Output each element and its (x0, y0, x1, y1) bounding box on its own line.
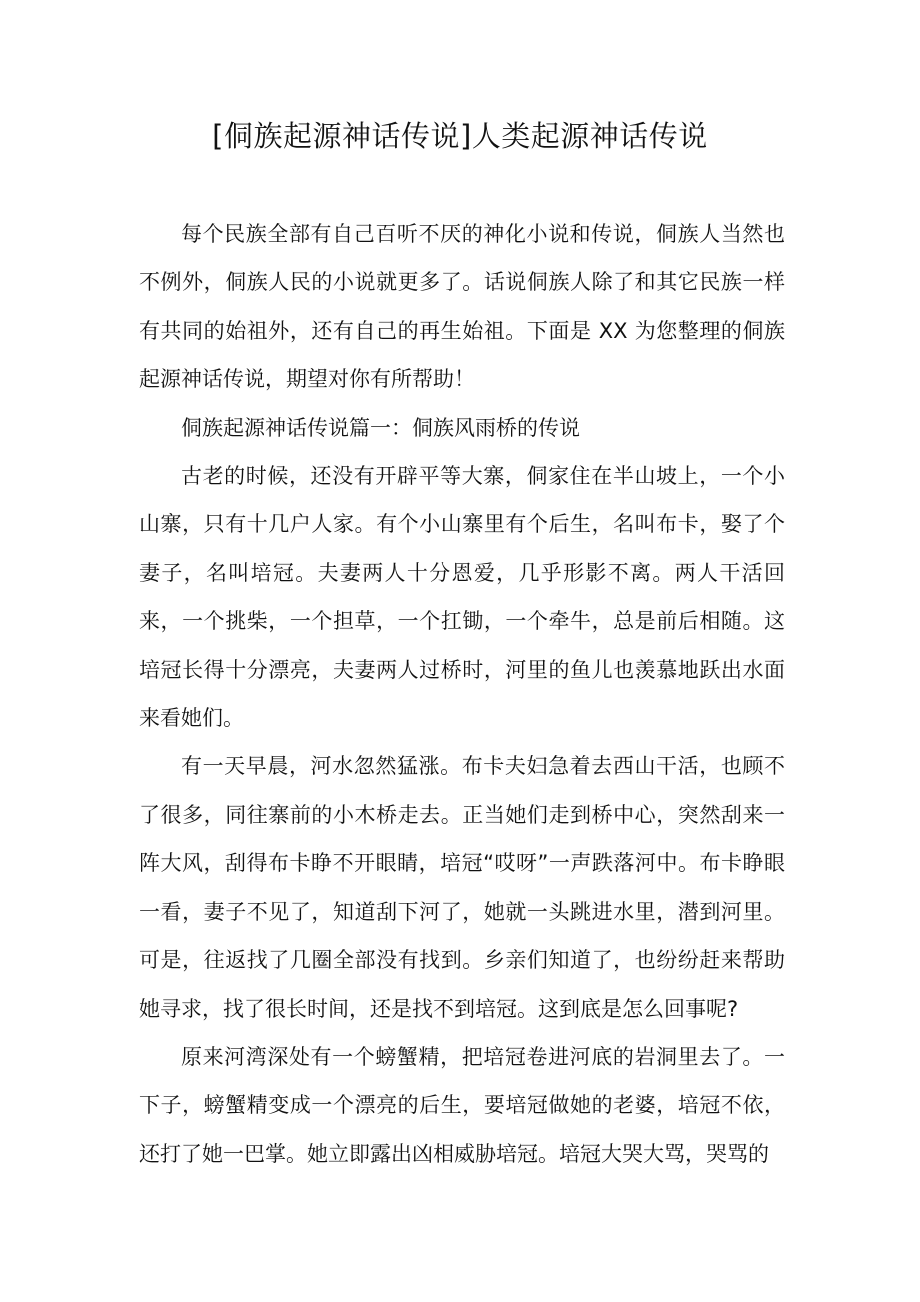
body-paragraph: 有一天早晨，河水忽然猛涨。布卡夫妇急着去西山干活，也顾不了很多，同往寨前的小木桥走去。正当她们走到桥中心，突然刮来一阵大风，刮得布卡睁不开眼睛，培冠“哎呀”一声跌落河中。布卡睁眼一看，妻子不见了，知道刮下河了，她就一头跳进水里，潜到河里。可是，往返找了几圈全部没有找到。乡亲们知道了，也纷纷赶来帮助她寻求，找了很长时间，还是找不到培冠。这到底是怎么回事呢? (139, 754, 785, 1021)
intro-paragraph: 每个民族全部有自己百听不厌的神化小说和传说，侗族人当然也不例外，侗族人民的小说就更多了。话说侗族人除了和其它民族一样有共同的始祖外，还有自己的再生始祖。下面是 XX 为您整理的侗族起源神话传说，期望对你有所帮助！ (139, 222, 785, 392)
document-title: [侗族起源神话传说]人类起源神话传说 (212, 119, 708, 153)
body-paragraph: 古老的时候，还没有开辟平等大寨，侗家住在半山坡上，一个小山寨，只有十几户人家。有个小山寨里有个后生，名叫布卡，娶了个妻子，名叫培冠。夫妻两人十分恩爱，几乎形影不离。两人干活回来，一个挑柴，一个担草，一个扛锄，一个牵牛，总是前后相随。这培冠长得十分漂亮，夫妻两人过桥时，河里的鱼儿也羡慕地跃出水面来看她们。 (139, 464, 785, 731)
document-body (139, 210, 785, 1178)
section-heading: 侗族起源神话传说篇一：侗族风雨桥的传说 (181, 415, 580, 440)
body-paragraph: 原来河湾深处有一个螃蟹精，把培冠卷进河底的岩洞里去了。一下子，螃蟹精变成一个漂亮的后生，要培冠做她的老婆，培冠不依，还打了她一巴掌。她立即露出凶相威胁培冠。培冠大哭大骂，哭骂的 (139, 1044, 785, 1166)
